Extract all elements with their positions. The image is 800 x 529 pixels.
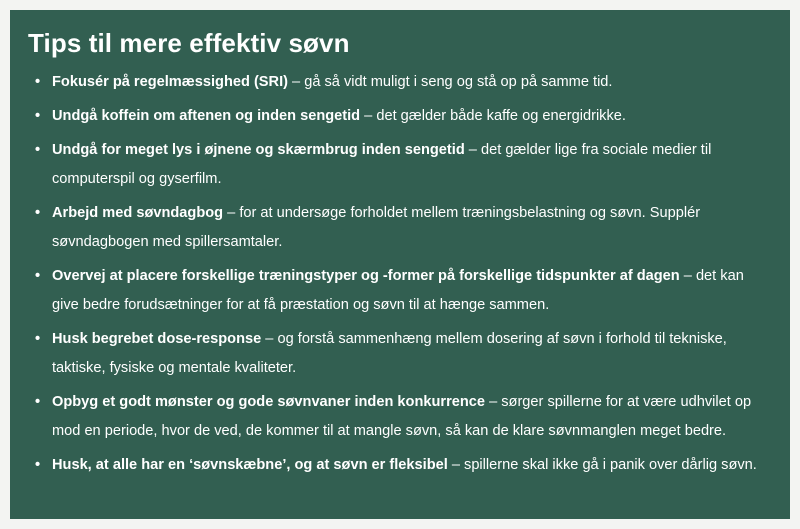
tip-text: – det gælder både kaffe og energidrikke.	[360, 108, 626, 124]
tip-text: – det gælder lige fra sociale medier til computerspil og gyserfilm.	[52, 142, 712, 187]
tip-text: – spillerne skal ikke gå i panik over dårlig søvn.	[447, 457, 757, 473]
bullet-icon: •	[35, 74, 41, 90]
list-item	[28, 388, 772, 446]
bullet-icon: •	[35, 142, 41, 158]
bullet-icon: •	[35, 457, 41, 473]
tip-heading: Arbejd med søvndagbog	[52, 205, 224, 221]
tip-heading: Undgå koffein om aftenen og inden sengetid	[52, 108, 361, 124]
list-item	[28, 68, 772, 97]
list-item	[28, 325, 772, 383]
tip-heading: Undgå for meget lys i øjnene og skærmbrug inden sengetid	[52, 142, 465, 158]
bullet-icon: •	[35, 268, 41, 284]
tip-text: – gå så vidt muligt i seng og stå op på samme tid.	[288, 74, 613, 90]
list-item	[28, 262, 772, 320]
list-item	[28, 102, 772, 131]
list-item	[28, 451, 772, 480]
bullet-icon: •	[35, 205, 41, 221]
panel-title: Tips til mere effektiv søvn	[28, 28, 350, 58]
tip-heading: Overvej at placere forskellige træningstyper og -former på forskellige tidspunkter af dagen	[52, 268, 680, 284]
tip-text: – det kan give bedre forudsætninger for at få præstation og søvn til at hænge sammen.	[52, 268, 744, 313]
list-item	[28, 136, 772, 194]
tip-heading: Fokusér på regelmæssighed (SRI)	[52, 74, 288, 90]
tips-list	[28, 68, 772, 480]
tips-panel	[10, 10, 790, 519]
tip-text: – og forstå sammenhæng mellem dosering af søvn i forhold til tekniske, taktiske, fysiske og mentale kvaliteter.	[52, 331, 727, 376]
bullet-icon: •	[35, 331, 41, 347]
bullet-icon: •	[35, 108, 41, 124]
tip-text: – for at undersøge forholdet mellem træningsbelastning og søvn. Supplér søvndagbogen med spillersamtaler.	[52, 205, 701, 250]
tip-heading: Husk begrebet dose-response	[52, 331, 262, 347]
tip-heading: Husk, at alle har en ‘søvnskæbne’, og at søvn er fleksibel	[52, 457, 448, 473]
tip-heading: Opbyg et godt mønster og gode søvnvaner inden konkurrence	[52, 394, 486, 410]
tip-text: – sørger spillerne for at være udhvilet op mod en periode, hvor de ved, de kommer til at mangle søvn, så kan de klare søvnmanglen meget bedre.	[52, 394, 752, 439]
bullet-icon: •	[35, 394, 41, 410]
list-item	[28, 199, 772, 257]
